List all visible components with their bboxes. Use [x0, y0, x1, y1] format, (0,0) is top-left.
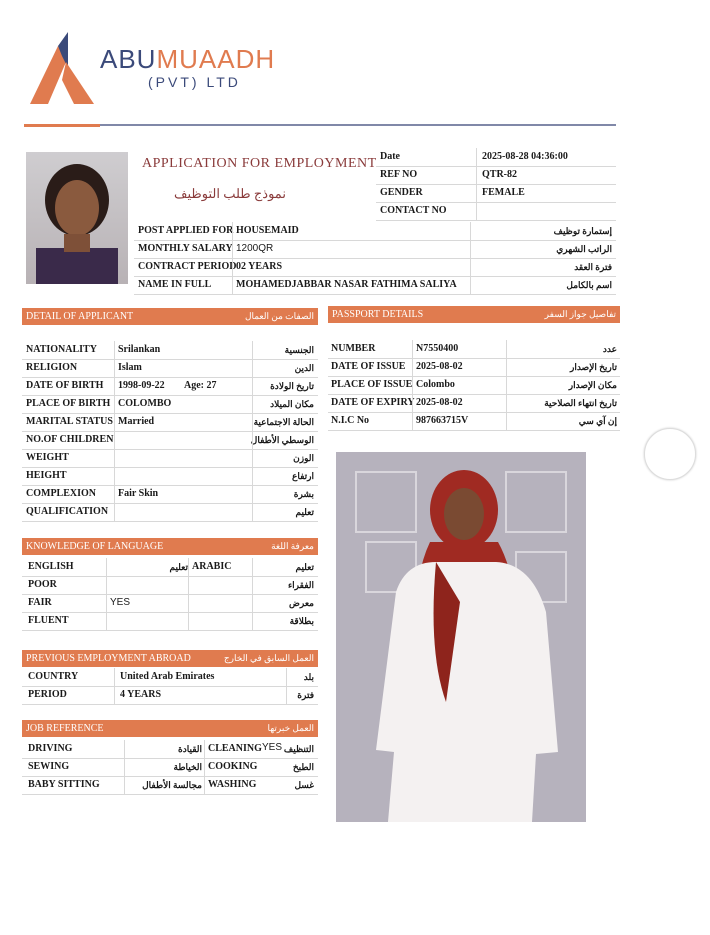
applicant-full-photo	[336, 452, 586, 822]
language-table: ENGLISH تعليم ARABIC تعليم POOR الفقراء FAIR YES معرض FLUENT بطلاقة	[22, 558, 318, 630]
applicant-portrait	[26, 152, 128, 284]
meta-table: Date 2025-08-28 04:36:00 REF NO QTR-82 GENDER FEMALE CONTACT NO	[376, 148, 616, 220]
company-logo	[22, 28, 102, 108]
company-name: ABUMUAADH	[100, 44, 276, 74]
applicant-header: DETAIL OF APPLICANT الصفات من العمال	[22, 308, 318, 325]
job-table: POST APPLIED FOR HOUSEMAID إستمارة توظيف MONTHLY SALARY 1200QR الراتب الشهري CONTRACT PERIOD 02 YEARS فترة العقد NAME IN FULL MOHAMEDJABBAR NASAR FATHIMA SALIYA اسم بالكامل	[134, 222, 616, 294]
form-title-arabic: نموذج طلب التوظيف	[174, 186, 286, 201]
language-header: KNOWLEDGE OF LANGUAGE معرفة اللغة	[22, 538, 318, 555]
previous-table: COUNTRY United Arab Emirates بلد PERIOD 4 YEARS فترة	[22, 668, 318, 704]
previous-header: PREVIOUS EMPLOYMENT ABROAD العمل السابق في الخارج	[22, 650, 318, 667]
punch-hole	[644, 428, 696, 480]
reference-table: DRIVING القيادة CLEANING YES التنظيف SEWING الخياطة COOKING الطبخ BABY SITTING مجالسة الأطفال WASHING غسل	[22, 740, 318, 794]
reference-header: JOB REFERENCE العمل خبرتها	[22, 720, 318, 737]
header-divider	[24, 124, 616, 126]
company-sub: (PVT) LTD	[148, 74, 241, 90]
applicant-table: NATIONALITY Srilankan الجنسية RELIGION Islam الدين DATE OF BIRTH 1998-09-22 Age: 27 تاريخ الولادة PLACE OF BIRTH COLOMBO مكان الميلاد MARITAL STATUS Married الحالة الاجتماعية NO.OF CHILDREN الوسطي الأطفال WEIGHT الوزن HEIGHT ارتفاع COMPLEXION Fair Skin بشرة QUALIFICATION تعليم	[22, 341, 318, 521]
logo-mark-icon	[22, 28, 102, 108]
passport-table: NUMBER N7550400 عدد DATE OF ISSUE 2025-08-02 تاريخ الإصدار PLACE OF ISSUE Colombo مكان الإصدار DATE OF EXPIRY 2025-08-02 تاريخ انتهاء الصلاحية N.I.C No 987663715V إن آي سي	[328, 340, 620, 430]
passport-header: PASSPORT DETAILS تفاصيل جواز السفر	[328, 306, 620, 323]
form-title: APPLICATION FOR EMPLOYMENT	[142, 156, 377, 171]
